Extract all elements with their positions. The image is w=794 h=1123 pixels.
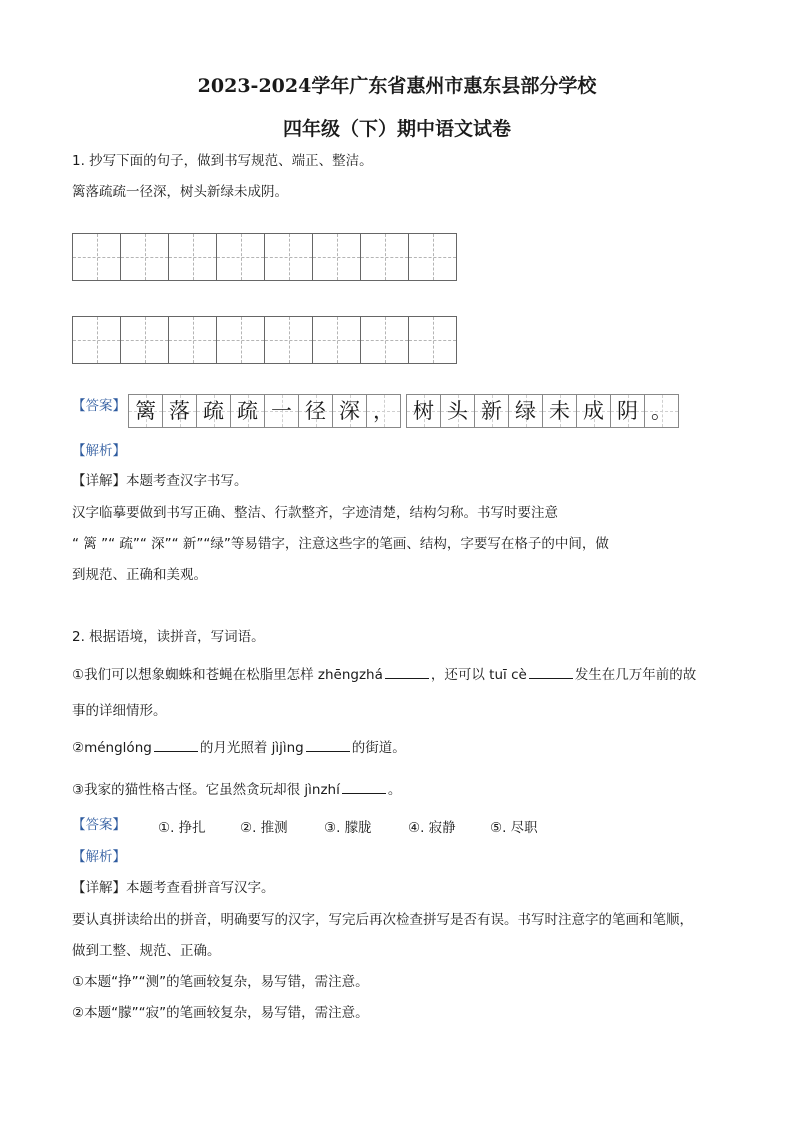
answer-blank-2 [529, 665, 573, 679]
q1-para3: 到规范、正确和美观。 [72, 567, 207, 583]
q2-s2-part-c: 的街道。 [351, 740, 406, 756]
grid-cell [73, 233, 121, 281]
answer-blank-3 [154, 738, 198, 752]
answer-char-cell: 深 [333, 394, 367, 428]
answer-char-cell: 绿 [509, 394, 543, 428]
writing-grid-1 [72, 233, 457, 281]
grid-cell [313, 233, 361, 281]
grid-cell [169, 233, 217, 281]
grid-cell [361, 316, 409, 364]
q2-s1-part-a: ①我们可以想象蜘蛛和苍蝇在松脂里怎样 zhēngzhá [72, 667, 383, 683]
q2-para3: ①本题“挣”“测”的笔画较复杂，易写错，需注意。 [72, 974, 369, 990]
q2-s3-part-b: 。 [387, 782, 402, 798]
q1-prompt: 1. 抄写下面的句子，做到书写规范、端正、整洁。 [72, 153, 373, 169]
q1-sentence: 篱落疏疏一径深，树头新绿未成阴。 [72, 184, 288, 200]
answer-char-cell: 未 [543, 394, 577, 428]
q2-s3-part-a: ③我家的猫性格古怪。它虽然贪玩却很 jìnzhí [72, 782, 340, 798]
answer-char-cell: 阴 [611, 394, 645, 428]
q2-answer-tag: 【答案】 [72, 817, 126, 833]
q1-analysis-tag: 【解析】 [72, 443, 126, 459]
q2-para1: 要认真拼读给出的拼音，明确要写的汉字，写完后再次检查拼写是否有误。书写时注意字的笔画和笔顺， [72, 912, 693, 928]
q1-answer-tag: 【答案】 [72, 398, 126, 414]
answer-char-cell: 成 [577, 394, 611, 428]
answer-char-cell: 篱 [129, 394, 163, 428]
q1-detail [72, 472, 248, 490]
detail-tag: 【详解】 [72, 473, 126, 489]
q2-s1-part-b: ，还可以 tuī cè [430, 667, 527, 683]
q2-para4: ②本题“朦”“寂”的笔画较复杂，易写错，需注意。 [72, 1005, 369, 1021]
grid-cell [121, 316, 169, 364]
q2-answer-4: ④. 寂静 [408, 820, 456, 836]
q2-answer-3: ③. 朦胧 [324, 820, 372, 836]
grid-cell [409, 316, 457, 364]
answer-char-cell: ， [367, 394, 401, 428]
q2-para2: 做到工整、规范、正确。 [72, 943, 221, 959]
grid-cell [265, 233, 313, 281]
q2-prompt: 2. 根据语境，读拼音，写词语。 [72, 629, 265, 645]
q2-answer-2: ②. 推测 [240, 820, 288, 836]
grid-cell [217, 316, 265, 364]
grid-cell [121, 233, 169, 281]
grid-cell [169, 316, 217, 364]
grid-cell [409, 233, 457, 281]
grid-cell [361, 233, 409, 281]
detail-text: 本题考查汉字书写。 [126, 473, 248, 489]
answer-char-cell: 树 [407, 394, 441, 428]
q2-analysis-tag: 【解析】 [72, 849, 126, 865]
detail-tag: 【详解】 [72, 880, 126, 896]
q1-para2: “ 篱 ”“ 疏”“ 深”“ 新”“绿”等易错字，注意这些字的笔画、结构，字要写在格子的中间，做 [72, 536, 609, 552]
q2-s2-part-a: ②ménglóng [72, 740, 152, 756]
q1-para1: 汉字临摹要做到书写正确、整洁、行款整齐，字迹清楚，结构匀称。书写时要注意 [72, 505, 558, 521]
exam-title-line1: 2023-2024学年广东省惠州市惠东县部分学校 [197, 75, 597, 97]
q2-answer-1: ①. 挣扎 [158, 820, 206, 836]
answer-char-cell: 一 [265, 394, 299, 428]
q2-sentence3 [72, 780, 401, 799]
answer-blank-1 [385, 665, 429, 679]
q2-detail [72, 879, 275, 897]
q2-s1-cont: 事的详细情形。 [72, 703, 167, 719]
q2-s1-part-c: 发生在几万年前的故 [574, 667, 697, 683]
answer-char-cell: 疏 [197, 394, 231, 428]
detail-text: 本题考查看拼音写汉字。 [126, 880, 275, 896]
q2-sentence1 [72, 665, 696, 684]
q1-answer-grid-b [406, 394, 679, 428]
grid-cell [313, 316, 361, 364]
answer-char-cell: 新 [475, 394, 509, 428]
grid-cell [217, 233, 265, 281]
q2-s2-part-b: 的月光照着 jìjìng [199, 740, 304, 756]
exam-title-line2: 四年级（下）期中语文试卷 [282, 118, 511, 140]
writing-grid-2 [72, 316, 457, 364]
answer-char-cell: 疏 [231, 394, 265, 428]
answer-blank-4 [306, 738, 350, 752]
grid-cell [73, 316, 121, 364]
grid-cell [265, 316, 313, 364]
answer-char-cell: 头 [441, 394, 475, 428]
q2-answer-5: ⑤. 尽职 [490, 820, 538, 836]
answer-blank-5 [342, 780, 386, 794]
answer-char-cell: 。 [645, 394, 679, 428]
q1-answer-grid-a [128, 394, 401, 428]
q2-sentence2 [72, 738, 406, 757]
answer-char-cell: 径 [299, 394, 333, 428]
answer-char-cell: 落 [163, 394, 197, 428]
